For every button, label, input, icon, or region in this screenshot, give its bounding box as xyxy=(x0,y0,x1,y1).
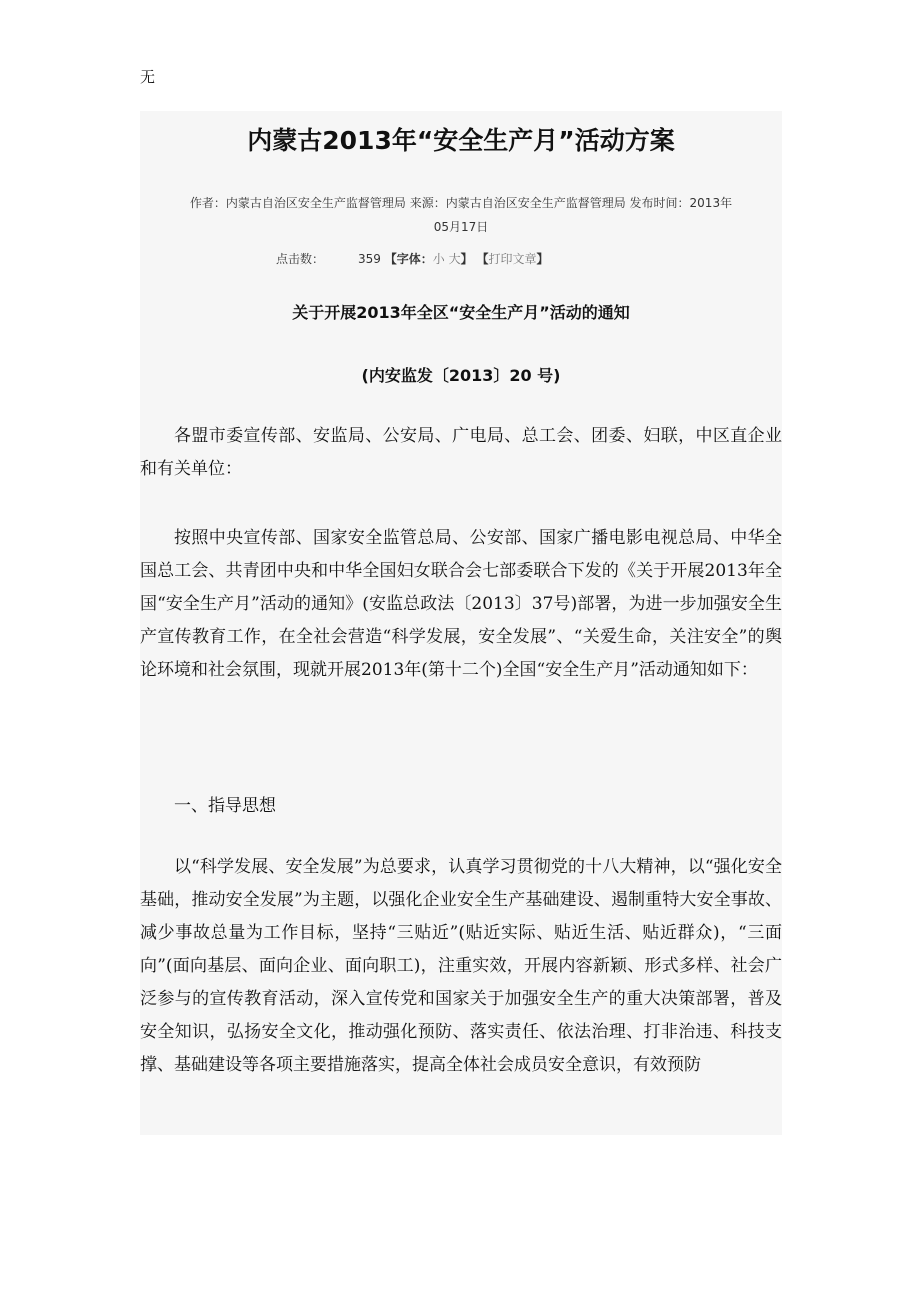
font-size-open: 【字体： xyxy=(384,252,433,266)
paragraph-intro: 按照中央宣传部、国家安全监管总局、公安部、国家广播电影电视总局、中华全国总工会、共青团中央和中华全国妇女联合会七部委联合下发的《关于开展2013年全国“安全生产月”活动的通知》(安监总政法〔2013〕37号)部署，为进一步加强安全生产宣传教育工作，在全社会营造“科学发展，安全发展”、“关爱生命，关注安全”的舆论环境和社会氛围，现就开展2013年(第十二个)全国“安全生产月”活动通知如下： xyxy=(140,528,782,680)
notice-title: 关于开展2013年全区“安全生产月”活动的通知 xyxy=(292,303,630,322)
print-open: 【 xyxy=(476,252,489,266)
hits-label: 点击数： xyxy=(276,252,325,266)
hits-count: 359 xyxy=(358,252,381,266)
meta-author-source-date: 作者：内蒙古自治区安全生产监督管理局 来源：内蒙古自治区安全生产监督管理局 发布时间：2013年 xyxy=(189,196,733,210)
page-title: 内蒙古2013年“安全生产月”活动方案 xyxy=(247,126,675,155)
paragraph-guiding-ideology: 以“科学发展、安全发展”为总要求，认真学习贯彻党的十八大精神，以“强化安全基础，推动安全发展”为主题，以强化企业安全生产基础建设、遏制重特大安全事故、减少事故总量为工作目标，坚持“三贴近”(贴近实际、贴近生活、贴近群众)，“三面向”(面向基层、面向企业、面向职工)，注重实效，开展内容新颖、形式多样、社会广泛参与的宣传教育活动，深入宣传党和国家关于加强安全生产的重大决策部署，普及安全知识，弘扬安全文化，推动强化预防、落实责任、依法治理、打非治违、科技支撑、基础建设等各项主要措施落实，提高全体社会成员安全意识，有效预防 xyxy=(140,857,782,1075)
meta-date-continuation: 05月17日 xyxy=(433,220,489,234)
font-large-link[interactable]: 大 xyxy=(448,252,461,266)
document-number: (内安监发〔2013〕20 号) xyxy=(361,366,561,385)
print-article-link[interactable]: 打印文章 xyxy=(488,252,537,266)
article-stats xyxy=(276,249,549,269)
section-heading-guiding-ideology: 一、指导思想 xyxy=(174,796,276,816)
font-small-link[interactable]: 小 xyxy=(432,252,445,266)
corner-note: 无 xyxy=(140,68,156,86)
font-size-close: 】 xyxy=(460,252,473,266)
paragraph-addressees: 各盟市委宣传部、安监局、公安局、广电局、总工会、团委、妇联，中区直企业和有关单位： xyxy=(140,426,782,479)
article-meta xyxy=(140,191,782,239)
article-container xyxy=(140,111,782,1135)
print-close: 】 xyxy=(536,252,549,266)
